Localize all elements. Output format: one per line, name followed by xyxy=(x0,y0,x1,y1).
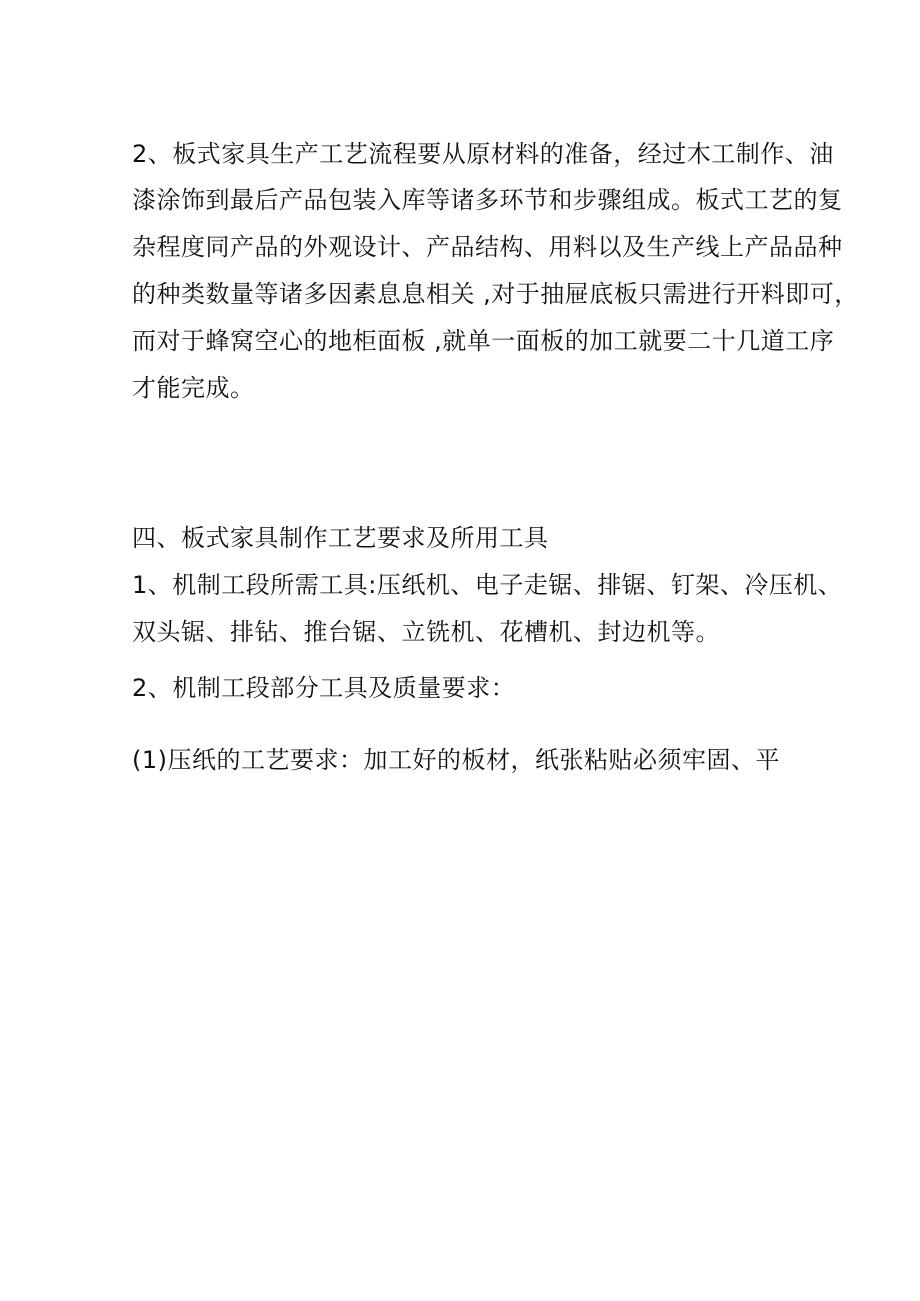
item-1-line-2: 双头锯、排钻、推台锯、立铣机、花槽机、封边机等。 xyxy=(132,618,720,646)
paragraph-2-line-2: 漆涂饰到最后产品包装入库等诸多环节和步骤组成。板式工艺的复 xyxy=(132,186,843,214)
section-4-heading: 四、板式家具制作工艺要求及所用工具 xyxy=(132,524,549,552)
item-2-heading: 2、机制工段部分工具及质量要求： xyxy=(132,674,516,702)
paragraph-2-line-3: 杂程度同产品的外观设计、产品结构、用料以及生产线上产品品种 xyxy=(132,233,843,261)
paragraph-2-line-6: 才能完成。 xyxy=(132,374,255,402)
paragraph-2-line-1: 2、板式家具生产工艺流程要从原材料的准备，经过木工制作、油 xyxy=(132,140,834,168)
paragraph-2-line-5: 而对于蜂窝空心的地柜面板 ,就单一面板的加工就要二十几道工序 xyxy=(132,327,835,355)
paragraph-2-line-4: 的种类数量等诸多因素息息相关 ,对于抽屉底板只需进行开料即可， xyxy=(132,280,859,308)
item-1-line-1: 1、机制工段所需工具:压纸机、电子走锯、排锯、钉架、冷压机、 xyxy=(132,571,843,599)
item-2-sub-1: (1)压纸的工艺要求：加工好的板材，纸张粘贴必须牢固、平 xyxy=(132,746,780,774)
